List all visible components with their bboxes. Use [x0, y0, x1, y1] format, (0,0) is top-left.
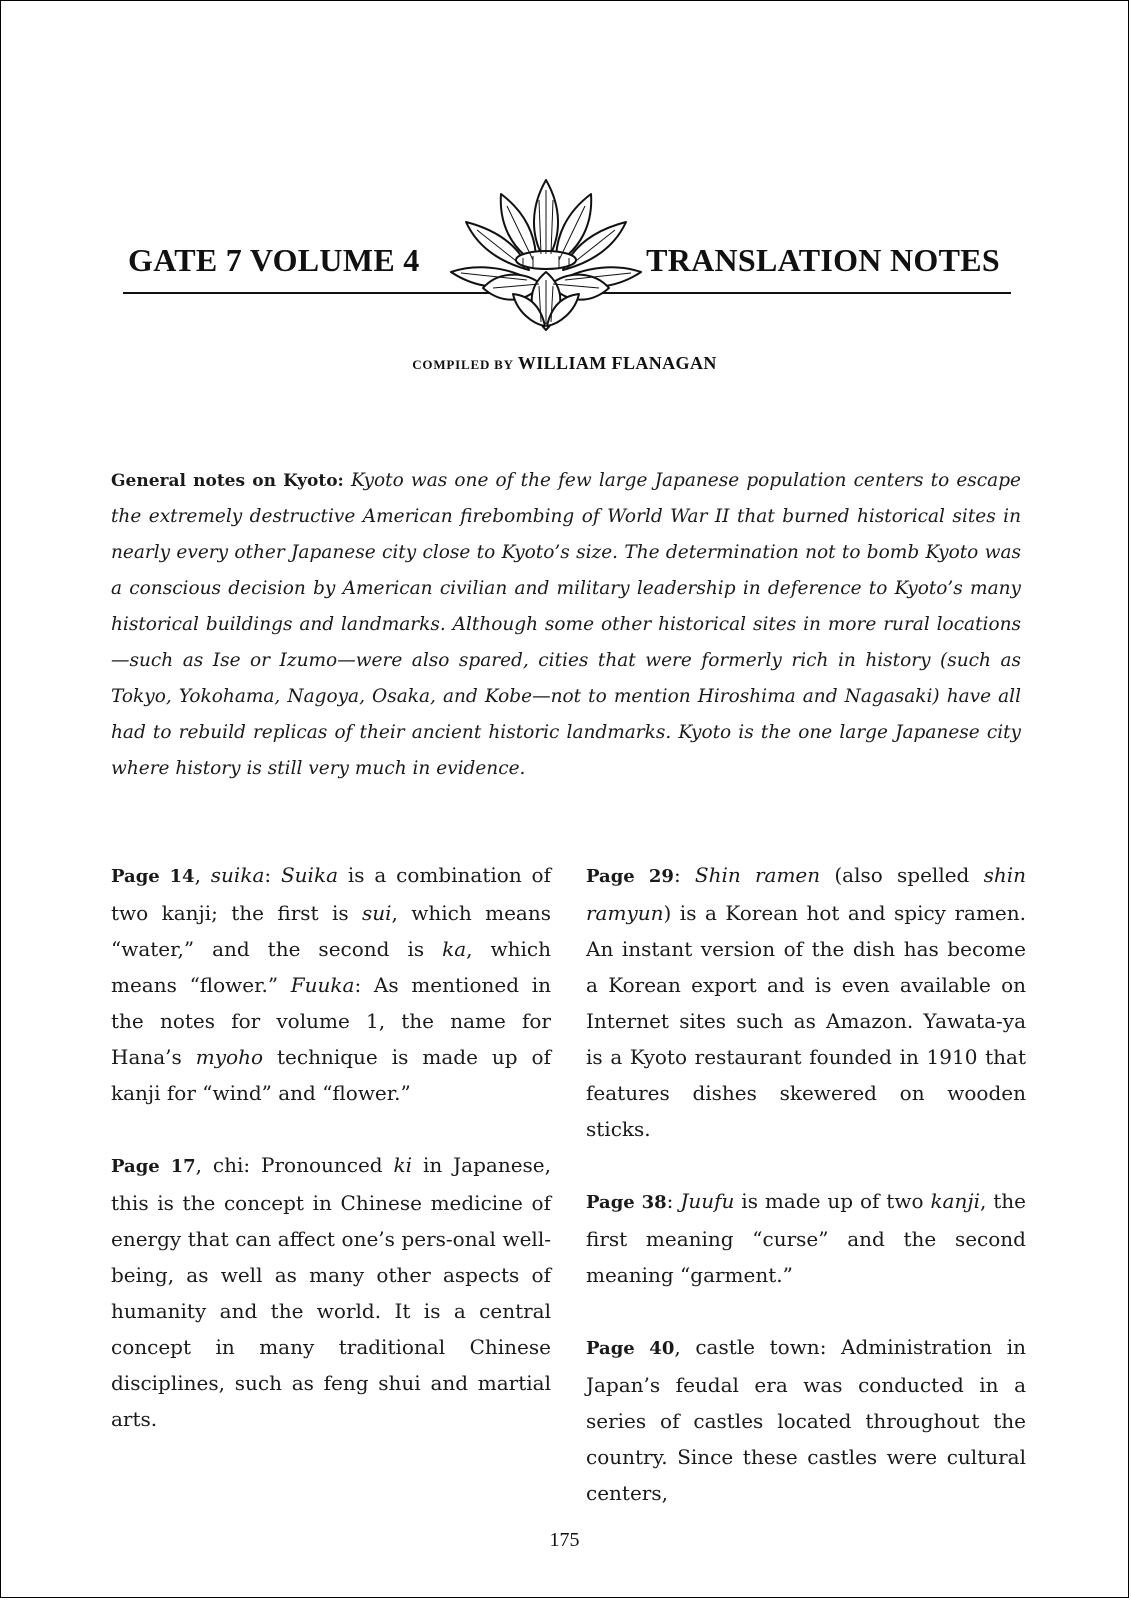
note-page-label: Page 40 — [586, 1338, 675, 1359]
note-page-label: Page 29 — [586, 866, 674, 887]
compiler-name: WILLIAM FLANAGAN — [517, 353, 717, 373]
note-text: (also spelled — [820, 863, 984, 887]
note-term: suika — [210, 863, 265, 887]
note-term: myoho — [195, 1045, 264, 1069]
note-text: : — [264, 863, 281, 887]
notes-column-left — [111, 857, 551, 1473]
general-note-lead: General notes on Kyoto: — [111, 471, 344, 491]
note-page-label: Page 14 — [111, 866, 195, 887]
note-text: is a combination of two kanji; the first is — [111, 863, 551, 925]
note-page-40 — [586, 1329, 1026, 1511]
notes-column-right — [586, 857, 1026, 1547]
note-term: kanji — [930, 1189, 980, 1213]
note-page-17 — [111, 1147, 551, 1437]
note-text: ) is a Korean hot and spicy ramen. An instant version of the dish has become a Korean export and is even available on Internet sites such as Amazon. Yawata-ya is a Kyoto restaurant founded in 1910 that features dishes skewered on wooden sticks. — [586, 901, 1026, 1141]
note-term: ki — [393, 1153, 413, 1177]
note-term: Shin ramen — [694, 863, 821, 887]
general-note — [111, 463, 1021, 787]
note-text: , — [194, 863, 211, 887]
note-text: , chi: Pronounced — [195, 1153, 394, 1177]
note-text: is made up of two — [734, 1189, 931, 1213]
note-page-29 — [586, 857, 1026, 1147]
title-right: TRANSLATION NOTES — [646, 242, 1000, 278]
page-number: 175 — [549, 1529, 580, 1551]
page-header — [1, 176, 1130, 336]
compiled-by-label: COMPILED BY — [412, 357, 514, 372]
note-text: , which means “water,” and the second is — [111, 901, 552, 961]
note-term: sui — [361, 901, 392, 925]
note-page-38 — [586, 1183, 1026, 1293]
note-text: : — [673, 863, 695, 887]
note-text: , castle town: Administration in Japan’s feudal era was conducted in a series of castles located throughout the country. Since these castles were cultural centers, — [586, 1335, 1026, 1505]
note-text: : — [666, 1189, 681, 1213]
note-page-14 — [111, 857, 551, 1111]
note-text: , the first meaning “curse” and the second meaning “garment.” — [586, 1189, 1027, 1287]
note-page-label: Page 38 — [586, 1192, 667, 1213]
note-text: : As mentioned in the notes for volume 1, the name for Hana’s — [111, 973, 551, 1069]
note-term: ka — [442, 937, 467, 961]
title-left: GATE 7 VOLUME 4 — [128, 242, 420, 278]
note-term: Suika — [280, 863, 338, 887]
general-note-body: Kyoto was one of the few large Japanese population centers to escape the extremely destructive American firebombing of World War II that burned historical sites in nearly every other Japanese city close to Kyoto’s size. The determination not to bomb Kyoto was a conscious decision by American civilian and military leadership in deference to Kyoto’s many historical buildings and landmarks. Although some other historical sites in more rural locations—such as Ise or Izumo—were also spared, cities that were formerly rich in history (such as Tokyo, Yokohama, Nagoya, Osaka, and Kobe—not to mention Hiroshima and Nagasaki) have all had to rebuild replicas of their ancient historic landmarks. Kyoto is the one large Japanese city where history is still very much in evidence. — [111, 470, 1021, 779]
note-page-label: Page 17 — [111, 1156, 196, 1177]
note-text: technique is made up of kanji for “wind” and “flower.” — [111, 1045, 551, 1105]
note-term: shin ramyun — [586, 863, 1026, 925]
note-term: Fuuka — [290, 973, 355, 997]
note-text: in Japanese, this is the concept in Chinese medicine of energy that can affect one’s pers-onal well-being, as well as many other aspects of humanity and the world. It is a central concept in many traditional Chinese disciplines, such as feng shui and martial arts. — [111, 1153, 551, 1431]
note-text: , which means “flower.” — [111, 937, 552, 997]
lotus-flower-icon — [441, 176, 651, 336]
note-term: Juufu — [680, 1189, 735, 1213]
byline — [1, 353, 1128, 374]
